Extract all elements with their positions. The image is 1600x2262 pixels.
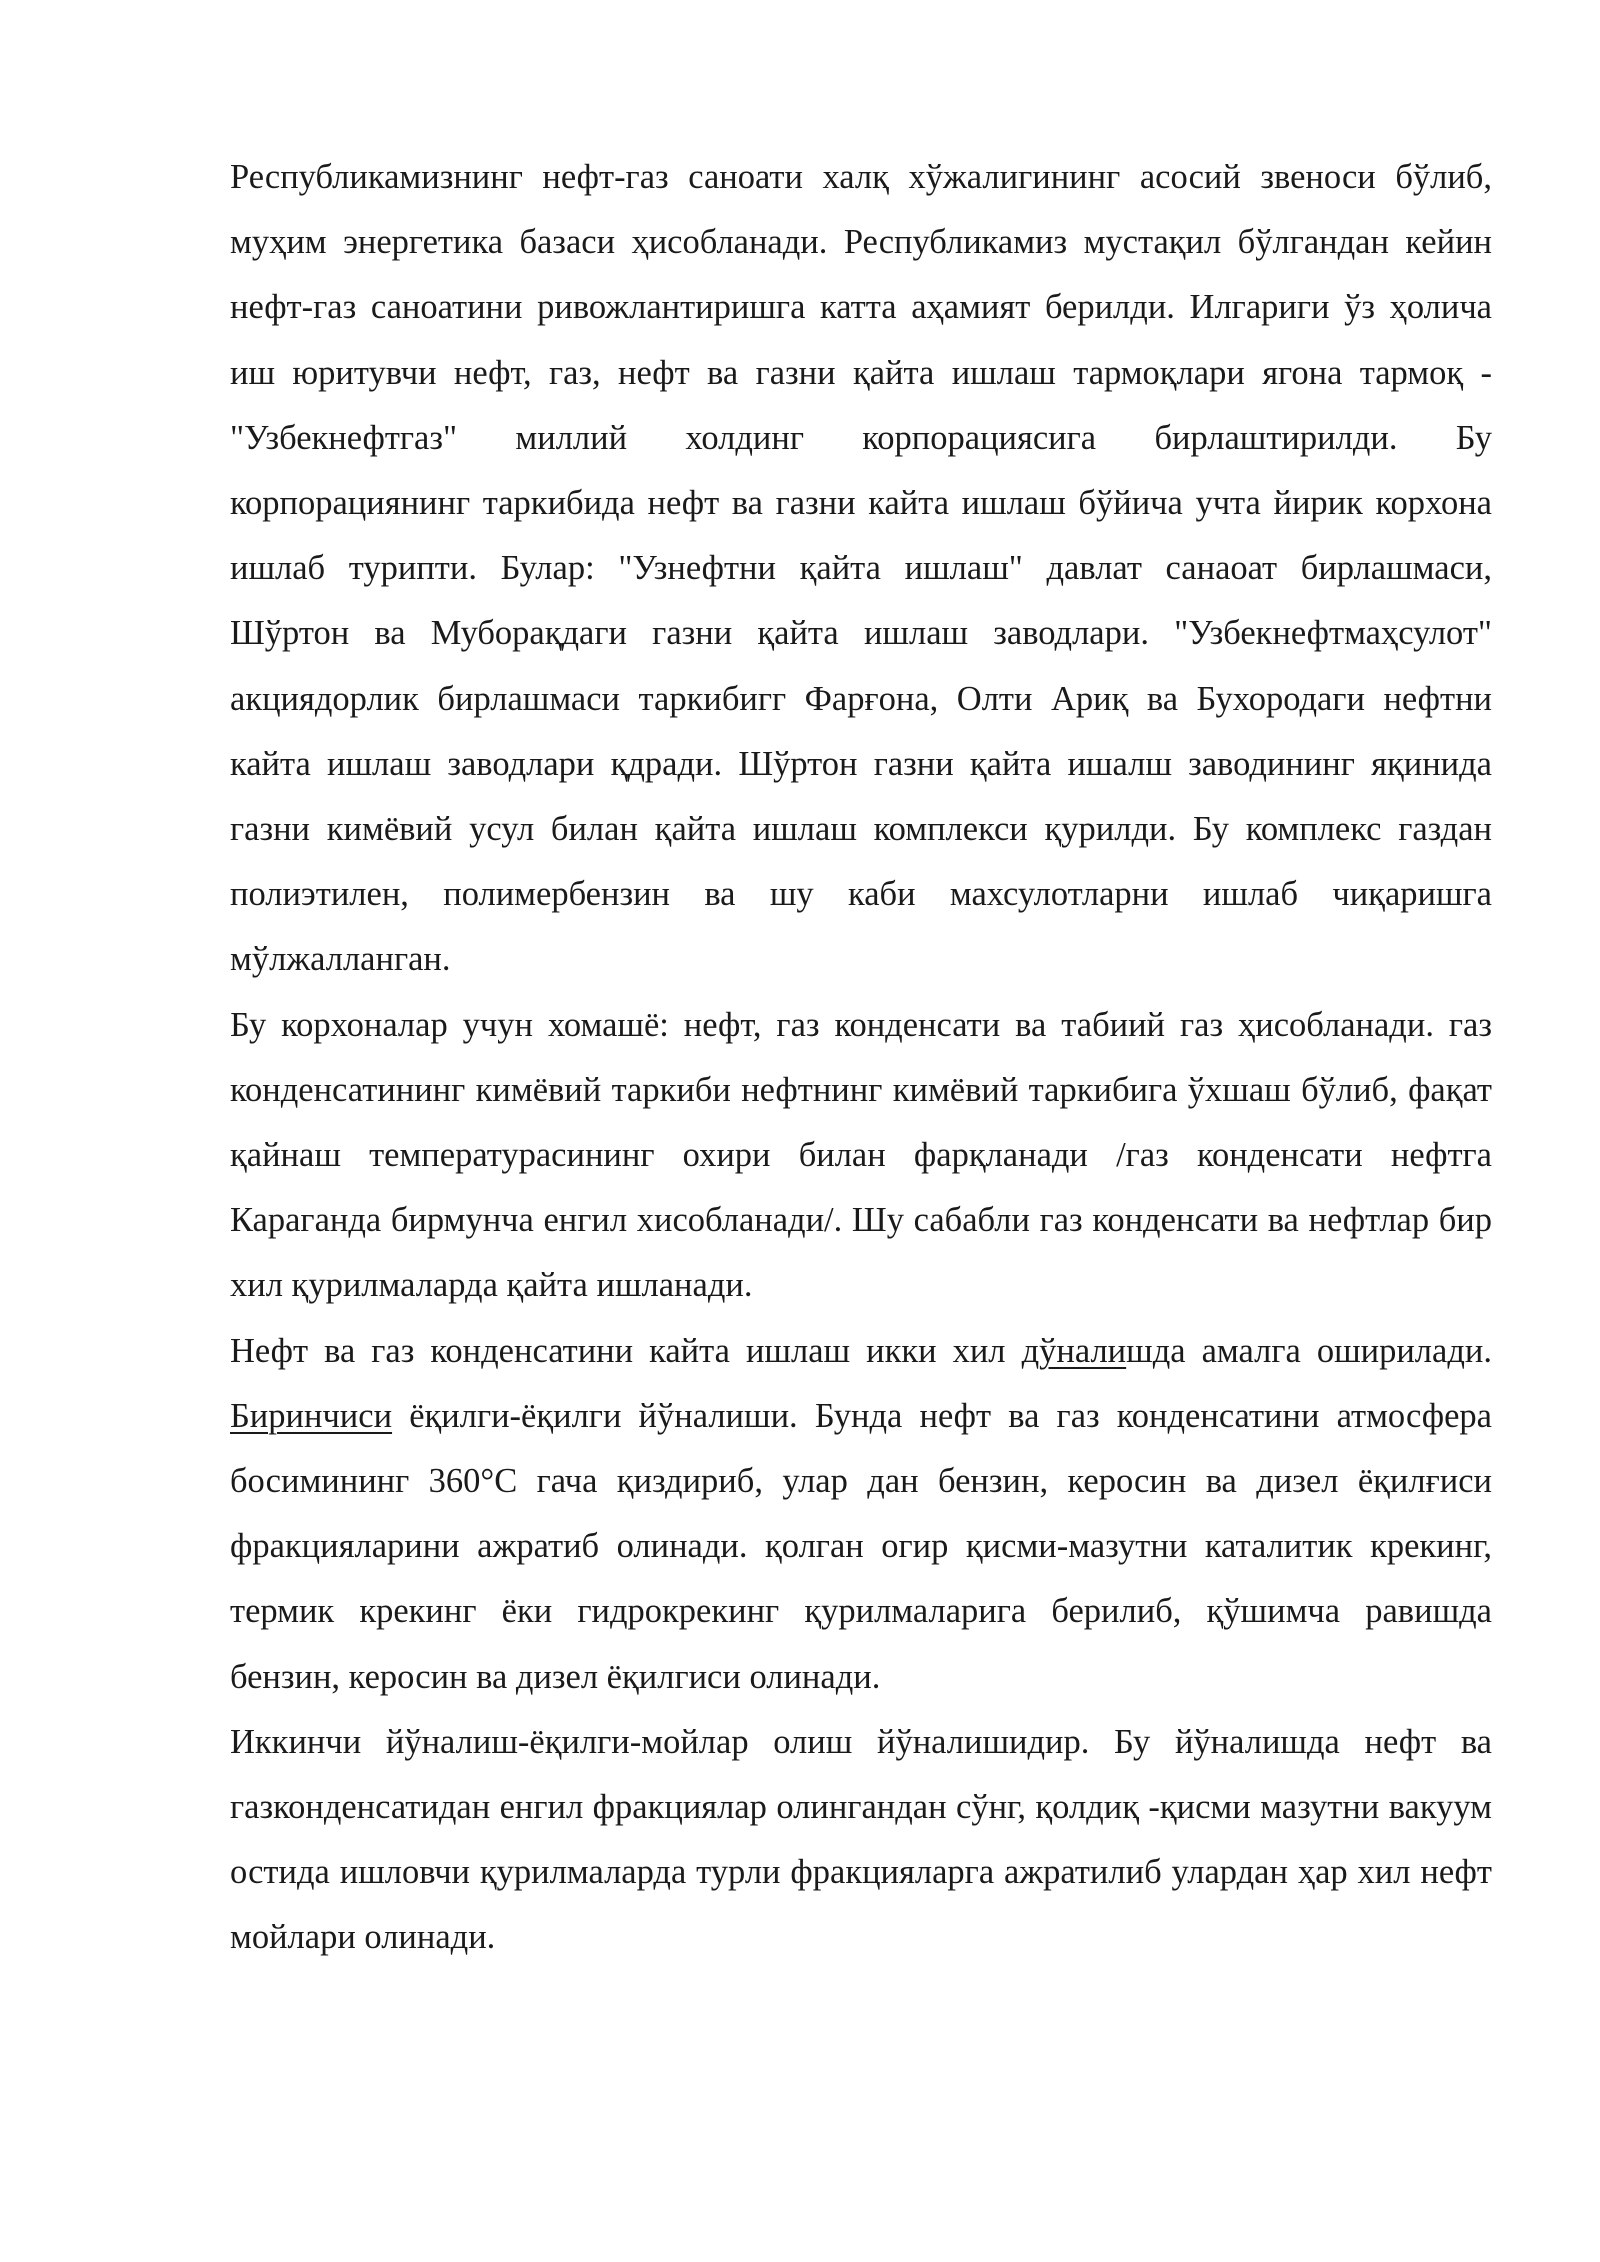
paragraph-2 — [230, 993, 1492, 1319]
paragraph-1-text: Республикамизнинг нефт-газ саноати халқ хўжалигининг асосий звеноси бўлиб, муҳим энергетика базаси ҳисобланади. Республикамиз мустақил бўлгандан кейин нефт-газ саноатини ривожлантиришга катта аҳамият берилди. Илгариги ўз ҳолича иш юритувчи нефт, газ, нефт ва газни қайта ишлаш тармоқлари ягона тармоқ - "Узбекнефтгаз" миллий холдинг корпорациясига бирлаштирилди. Бу корпорациянинг таркибида нефт ва газни кайта ишлаш бўйича учта йирик корхона ишлаб турипти. Булар: "Узнефтни қайта ишлаш" давлат санаоат бирлашмаси, Шўртон ва Муборақдаги газни қайта ишлаш заводлари. "Узбекнефтмаҳсулот" акциядорлик бирлашмаси таркибигг Фарғона, Олти Ариқ ва Бухородаги нефтни кайта ишлаш заводлари қдради. Шўртон газни қайта ишалш заводининг яқинида газни кимёвий усул билан қайта ишлаш комплекси қурилди. Бу комплекс газдан полиэтилен, полимербензин ва шу каби махсулотларни ишлаб чиқаришга мўлжалланган. — [230, 158, 1492, 979]
body-text — [230, 145, 1492, 1971]
paragraph-3-text-a: Нефт ва газ конденсатини кайта ишлаш икки хил — [230, 1331, 1022, 1370]
paragraph-2-text: Бу корхоналар учун хомашё: нефт, газ конденсати ва табиий газ ҳисобланади. газ конденсатининг кимёвий таркиби нефтнинг кимёвий таркибига ўхшаш бўлиб, фақат қайнаш температурасининг охири билан фарқланади /газ конденсати нефтга Караганда бирмунча енгил хисобланади/. Шу сабабли газ конденсати ва нефтлар бир хил қурилмаларда қайта ишланади. — [230, 1005, 1492, 1305]
paragraph-1 — [230, 145, 1492, 993]
paragraph-3 — [230, 1319, 1492, 1710]
underlined-word-birinchisi: Биринчиси — [230, 1396, 393, 1435]
paragraph-4-text: Иккинчи йўналиш-ёқилги-мойлар олиш йўналишидир. Бу йўналишда нефт ва газконденсатидан енгил фракциялар олингандан сўнг, қолдиқ -қисми мазутни вакуум остида ишловчи қурилмаларда турли фракцияларга ажратилиб улардан ҳар хил нефт мойлари олинади. — [230, 1722, 1492, 1957]
paragraph-4 — [230, 1710, 1492, 1971]
paragraph-3-text-b: шда амалга оширилади. — [1126, 1331, 1492, 1370]
underlined-word-dunali: дўнали — [1021, 1331, 1127, 1370]
paragraph-3-text-c: ёқилги-ёқилги йўналиши. Бунда нефт ва газ конденсатини атмосфера босимининг 360°С гача қиздириб, улар дан бензин, керосин ва дизел ёқилғиси фракцияларини ажратиб олинади. қолган огир қисми-мазутни каталитик крекинг, термик крекинг ёки гидрокрекинг қурилмаларига берилиб, қўшимча равишда бензин, керосин ва дизел ёқилгиси олинади. — [230, 1396, 1492, 1696]
